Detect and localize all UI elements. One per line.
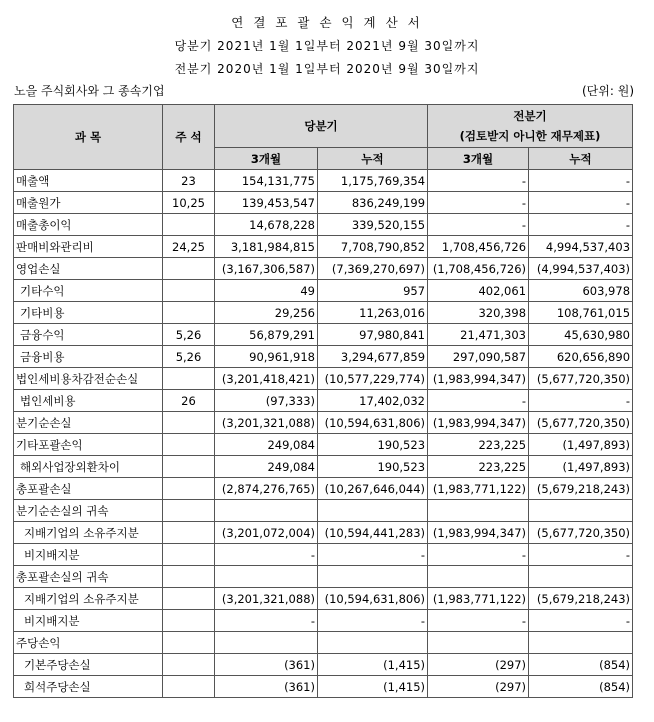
row-prior-3m: (1,983,994,347) xyxy=(428,412,529,434)
row-note: 24,25 xyxy=(163,236,215,258)
header-prior-label: 전분기 xyxy=(513,109,547,123)
row-label: 판매비와관리비 xyxy=(14,236,163,258)
row-current-cum xyxy=(318,566,428,588)
row-prior-cum: (5,679,218,243) xyxy=(529,588,633,610)
row-label: 매출액 xyxy=(14,170,163,192)
row-current-3m: 29,256 xyxy=(215,302,318,324)
row-prior-cum: (1,497,893) xyxy=(529,434,633,456)
header-account: 과 목 xyxy=(14,105,163,170)
table-row xyxy=(14,302,633,324)
table-row xyxy=(14,544,633,566)
row-prior-3m: - xyxy=(428,214,529,236)
row-prior-cum: - xyxy=(529,214,633,236)
row-prior-cum: 108,761,015 xyxy=(529,302,633,324)
row-current-cum: 190,523 xyxy=(318,456,428,478)
table-row xyxy=(14,610,633,632)
row-label: 비지배지분 xyxy=(14,544,163,566)
row-note xyxy=(163,214,215,236)
row-current-3m: 139,453,547 xyxy=(215,192,318,214)
row-current-3m xyxy=(215,566,318,588)
row-prior-3m: - xyxy=(428,544,529,566)
row-current-cum: (10,594,441,283) xyxy=(318,522,428,544)
row-prior-cum: (4,994,537,403) xyxy=(529,258,633,280)
row-current-3m: (2,874,276,765) xyxy=(215,478,318,500)
row-current-3m xyxy=(215,632,318,654)
header-prior-cum: 누적 xyxy=(529,148,633,170)
row-current-3m: (3,201,321,088) xyxy=(215,412,318,434)
table-row xyxy=(14,170,633,192)
row-prior-3m: - xyxy=(428,170,529,192)
row-note xyxy=(163,302,215,324)
row-current-cum: - xyxy=(318,610,428,632)
row-prior-3m xyxy=(428,500,529,522)
row-current-cum: 836,249,199 xyxy=(318,192,428,214)
row-label: 법인세비용차감전순손실 xyxy=(14,368,163,390)
row-current-cum xyxy=(318,632,428,654)
table-row xyxy=(14,654,633,676)
row-note xyxy=(163,588,215,610)
row-label: 금융비용 xyxy=(14,346,163,368)
row-note xyxy=(163,632,215,654)
row-prior-3m: (1,708,456,726) xyxy=(428,258,529,280)
row-current-cum: - xyxy=(318,544,428,566)
row-label: 희석주당손실 xyxy=(14,676,163,698)
row-current-3m: - xyxy=(215,610,318,632)
row-prior-3m: (1,983,771,122) xyxy=(428,478,529,500)
row-note: 23 xyxy=(163,170,215,192)
row-prior-3m: - xyxy=(428,610,529,632)
table-row xyxy=(14,676,633,698)
table-row xyxy=(14,236,633,258)
row-label: 금융수익 xyxy=(14,324,163,346)
row-note xyxy=(163,500,215,522)
row-prior-cum: (854) xyxy=(529,676,633,698)
row-prior-3m: (297) xyxy=(428,654,529,676)
row-label: 매출원가 xyxy=(14,192,163,214)
header-prior-3m: 3개월 xyxy=(428,148,529,170)
row-label: 총포괄손실의 귀속 xyxy=(14,566,163,588)
row-prior-3m: (297) xyxy=(428,676,529,698)
current-period-line: 당분기 2021년 1월 1일부터 2021년 9월 30일까지 xyxy=(174,39,480,53)
row-note xyxy=(163,654,215,676)
table-row xyxy=(14,478,633,500)
row-current-3m: (361) xyxy=(215,654,318,676)
row-prior-cum: (5,677,720,350) xyxy=(529,522,633,544)
table-row xyxy=(14,588,633,610)
row-current-cum: 1,175,769,354 xyxy=(318,170,428,192)
row-current-3m: 56,879,291 xyxy=(215,324,318,346)
row-current-cum: 339,520,155 xyxy=(318,214,428,236)
row-prior-3m: 223,225 xyxy=(428,434,529,456)
table-row xyxy=(14,258,633,280)
row-label: 비지배지분 xyxy=(14,610,163,632)
row-prior-cum xyxy=(529,500,633,522)
company-name: 노을 주식회사와 그 종속기업 xyxy=(14,84,165,98)
row-note xyxy=(163,544,215,566)
row-current-cum: (7,369,270,697) xyxy=(318,258,428,280)
row-prior-cum xyxy=(529,632,633,654)
row-prior-cum: - xyxy=(529,192,633,214)
header-current-cum: 누적 xyxy=(318,148,428,170)
row-note xyxy=(163,676,215,698)
header-current: 당분기 xyxy=(215,105,428,148)
row-current-cum: 957 xyxy=(318,280,428,302)
row-current-3m: (3,167,306,587) xyxy=(215,258,318,280)
row-prior-3m: 297,090,587 xyxy=(428,346,529,368)
row-label: 기타수익 xyxy=(14,280,163,302)
row-current-3m xyxy=(215,500,318,522)
table-row xyxy=(14,456,633,478)
header-prior xyxy=(428,105,633,148)
row-label: 주당손익 xyxy=(14,632,163,654)
row-prior-cum xyxy=(529,566,633,588)
row-label: 지배기업의 소유주지분 xyxy=(14,588,163,610)
row-current-3m: (3,201,321,088) xyxy=(215,588,318,610)
row-current-3m: (361) xyxy=(215,676,318,698)
row-note xyxy=(163,412,215,434)
row-note: 10,25 xyxy=(163,192,215,214)
row-prior-cum: (1,497,893) xyxy=(529,456,633,478)
row-note xyxy=(163,456,215,478)
row-current-cum: (10,594,631,806) xyxy=(318,588,428,610)
row-prior-3m xyxy=(428,566,529,588)
row-label: 기타포괄손익 xyxy=(14,434,163,456)
row-current-3m: (3,201,418,421) xyxy=(215,368,318,390)
income-statement-table xyxy=(13,104,633,698)
row-current-cum: 17,402,032 xyxy=(318,390,428,412)
row-current-3m: 14,678,228 xyxy=(215,214,318,236)
row-prior-cum: - xyxy=(529,390,633,412)
row-current-3m: 249,084 xyxy=(215,456,318,478)
row-current-cum: 97,980,841 xyxy=(318,324,428,346)
row-label: 총포괄손실 xyxy=(14,478,163,500)
statement-rows xyxy=(14,170,633,698)
unit-label: (단위: 원) xyxy=(582,84,634,98)
row-prior-3m: - xyxy=(428,192,529,214)
row-current-3m: (3,201,072,004) xyxy=(215,522,318,544)
row-current-cum: 7,708,790,852 xyxy=(318,236,428,258)
row-prior-cum: (5,679,218,243) xyxy=(529,478,633,500)
table-row xyxy=(14,412,633,434)
row-prior-3m xyxy=(428,632,529,654)
row-label: 지배기업의 소유주지분 xyxy=(14,522,163,544)
row-prior-3m: (1,983,994,347) xyxy=(428,522,529,544)
table-row xyxy=(14,434,633,456)
row-prior-3m: 1,708,456,726 xyxy=(428,236,529,258)
row-note xyxy=(163,610,215,632)
row-label: 영업손실 xyxy=(14,258,163,280)
row-prior-3m: (1,983,994,347) xyxy=(428,368,529,390)
row-prior-cum: - xyxy=(529,610,633,632)
row-note xyxy=(163,478,215,500)
row-prior-cum: (5,677,720,350) xyxy=(529,412,633,434)
row-prior-cum: 620,656,890 xyxy=(529,346,633,368)
row-current-3m: 90,961,918 xyxy=(215,346,318,368)
row-label: 해외사업장외환차이 xyxy=(14,456,163,478)
table-row xyxy=(14,566,633,588)
row-current-3m: 249,084 xyxy=(215,434,318,456)
row-label: 법인세비용 xyxy=(14,390,163,412)
table-row xyxy=(14,346,633,368)
row-prior-3m: (1,983,771,122) xyxy=(428,588,529,610)
row-current-3m: (97,333) xyxy=(215,390,318,412)
row-note xyxy=(163,258,215,280)
row-label: 분기순손실의 귀속 xyxy=(14,500,163,522)
row-prior-cum: 45,630,980 xyxy=(529,324,633,346)
table-row xyxy=(14,280,633,302)
row-label: 기본주당손실 xyxy=(14,654,163,676)
prior-period-line: 전분기 2020년 1월 1일부터 2020년 9월 30일까지 xyxy=(174,62,480,76)
table-row xyxy=(14,500,633,522)
row-current-cum: (10,594,631,806) xyxy=(318,412,428,434)
row-prior-cum: 4,994,537,403 xyxy=(529,236,633,258)
header-prior-sub: (검토받지 아니한 재무제표) xyxy=(459,129,601,143)
row-prior-3m: - xyxy=(428,390,529,412)
table-row xyxy=(14,192,633,214)
row-current-3m: 3,181,984,815 xyxy=(215,236,318,258)
row-prior-cum: - xyxy=(529,544,633,566)
row-note: 26 xyxy=(163,390,215,412)
row-note xyxy=(163,280,215,302)
row-current-3m: - xyxy=(215,544,318,566)
row-current-cum: (10,577,229,774) xyxy=(318,368,428,390)
row-label: 분기순손실 xyxy=(14,412,163,434)
row-label: 기타비용 xyxy=(14,302,163,324)
row-current-cum: (1,415) xyxy=(318,654,428,676)
row-current-3m: 49 xyxy=(215,280,318,302)
header-current-3m: 3개월 xyxy=(215,148,318,170)
row-note xyxy=(163,368,215,390)
row-note xyxy=(163,522,215,544)
row-prior-cum: 603,978 xyxy=(529,280,633,302)
row-prior-cum: (854) xyxy=(529,654,633,676)
table-row xyxy=(14,632,633,654)
row-current-cum xyxy=(318,500,428,522)
row-current-3m: 154,131,775 xyxy=(215,170,318,192)
row-note: 5,26 xyxy=(163,324,215,346)
table-row xyxy=(14,390,633,412)
row-note: 5,26 xyxy=(163,346,215,368)
table-row xyxy=(14,368,633,390)
row-current-cum: (1,415) xyxy=(318,676,428,698)
row-prior-3m: 320,398 xyxy=(428,302,529,324)
table-row xyxy=(14,214,633,236)
row-current-cum: (10,267,646,044) xyxy=(318,478,428,500)
row-prior-3m: 21,471,303 xyxy=(428,324,529,346)
row-current-cum: 3,294,677,859 xyxy=(318,346,428,368)
row-label: 매출총이익 xyxy=(14,214,163,236)
row-note xyxy=(163,566,215,588)
row-prior-cum: (5,677,720,350) xyxy=(529,368,633,390)
row-prior-3m: 402,061 xyxy=(428,280,529,302)
statement-title: 연 결 포 괄 손 익 계 산 서 xyxy=(231,15,423,30)
row-current-cum: 190,523 xyxy=(318,434,428,456)
row-prior-3m: 223,225 xyxy=(428,456,529,478)
table-row xyxy=(14,324,633,346)
table-row xyxy=(14,522,633,544)
row-note xyxy=(163,434,215,456)
row-prior-cum: - xyxy=(529,170,633,192)
row-current-cum: 11,263,016 xyxy=(318,302,428,324)
header-note: 주 석 xyxy=(163,105,215,170)
